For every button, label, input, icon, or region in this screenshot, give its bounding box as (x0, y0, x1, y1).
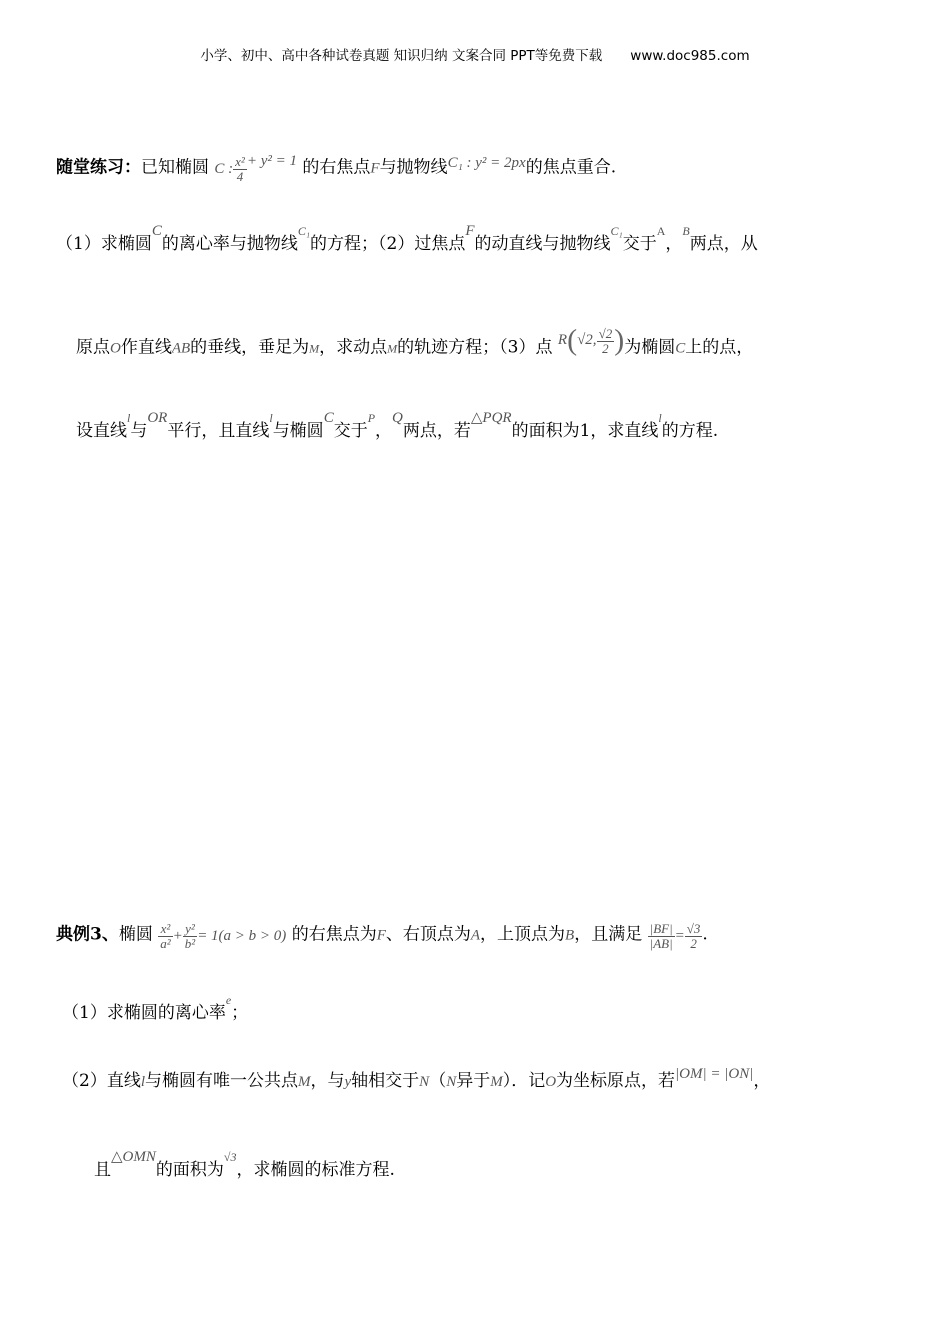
text: ，求动点 (319, 337, 388, 358)
math-l: l (127, 411, 131, 425)
practice-line-2 (56, 223, 758, 254)
text: 交于 (622, 234, 657, 254)
text: 两点，从 (689, 234, 758, 254)
example-line-1 (56, 922, 708, 950)
practice-label: 随堂练习： (56, 157, 141, 178)
math-M: M (490, 1074, 503, 1090)
example-line-2 (62, 993, 249, 1023)
math-A: A (656, 224, 666, 238)
practice-line-3 (76, 324, 754, 364)
text: （ (429, 1071, 447, 1091)
text: ，与 (310, 1071, 345, 1091)
math-OR: OR (147, 410, 168, 426)
text: 与 (130, 421, 148, 441)
text: ， (375, 421, 393, 441)
text: （2）直线 (62, 1071, 141, 1091)
math-y: y (344, 1074, 352, 1090)
text: 的面积为1，求直线 (511, 421, 659, 441)
math-OM-ON: |OM| = |ON| (675, 1066, 754, 1082)
math-e: e (225, 993, 232, 1007)
header-text: 小学、初中、高中各种试卷真题 知识归纳 文案合同 PPT等免费下载 (200, 48, 603, 64)
ellipse-equation: C : $\frac{\text{x²}}{4}$ + y² = 1 (214, 152, 297, 184)
math-C: C (323, 410, 334, 426)
math-F: F (465, 223, 475, 239)
text: ，求椭圆的标准方程. (236, 1160, 395, 1180)
math-N: N (446, 1074, 457, 1090)
math-M: M (387, 341, 398, 356)
math-O: O (545, 1074, 557, 1090)
math-AB: AB (171, 340, 191, 357)
math-C1: C₁ (610, 224, 623, 238)
text: 设直线 (76, 421, 127, 441)
text: 两点，若 (402, 421, 471, 441)
math-M: M (309, 341, 320, 356)
math-P: P (367, 411, 376, 425)
text: 为坐标原点，若 (556, 1071, 676, 1091)
text: 原点 (76, 337, 110, 358)
math-C1: C₁ (297, 224, 311, 238)
text: 、右顶点为 (385, 924, 471, 945)
text: 的面积为 (155, 1160, 224, 1180)
math-PQR: △PQR (470, 410, 512, 426)
text: 椭圆 (118, 924, 153, 945)
text: ， (753, 1071, 771, 1091)
text: ）．记 (502, 1071, 546, 1091)
text: 的右焦点 (302, 157, 371, 178)
point-R: R(√2, $\frac{√2}{2}$ ) (557, 324, 625, 357)
practice-line-1 (56, 152, 617, 184)
example-label: 典例3、 (56, 924, 119, 945)
example-line-4 (94, 1149, 395, 1180)
text: 与椭圆 (272, 421, 324, 441)
text: ，上顶点为 (480, 924, 566, 945)
text: （1）求椭圆 (56, 234, 152, 254)
text: 为椭圆 (624, 337, 676, 358)
text: 的离心率与抛物线 (161, 234, 298, 254)
math-F: F (370, 160, 380, 177)
math-C: C (675, 340, 686, 357)
header-site: www.doc985.com (630, 48, 750, 64)
text: 的右焦点为 (291, 924, 377, 945)
text: 轴相交于 (351, 1071, 420, 1091)
ellipse-equation: $\frac{\text{x²}}{\text{a²}}$ + $\frac{\text{y²}}{\text{b²}}$ = 1(a > b > 0) (160, 921, 287, 951)
text: ， (665, 234, 683, 254)
text: 的焦点重合. (525, 157, 617, 178)
math-N: N (419, 1074, 430, 1090)
text: 已知椭圆 (141, 157, 209, 178)
text: 与椭圆有唯一公共点 (145, 1071, 298, 1091)
text: 的动直线与抛物线 (474, 234, 611, 254)
math-C: C (151, 223, 162, 239)
page-header (0, 44, 950, 64)
math-A: A (470, 927, 481, 944)
math-l: l (658, 411, 662, 425)
text: 的方程；（2）过焦点 (310, 234, 466, 254)
math-sqrt3: √3 (223, 1150, 237, 1164)
math-Q: Q (392, 410, 403, 426)
parabola-equation: C₁ : y² = 2px (447, 154, 526, 171)
text: 的方程. (661, 421, 719, 441)
text: 作直线 (120, 337, 172, 358)
text: 交于 (333, 421, 368, 441)
text: 且 (94, 1160, 111, 1180)
math-l: l (269, 411, 273, 425)
math-M: M (298, 1074, 311, 1090)
math-F: F (376, 927, 386, 944)
ratio-equation: $\frac{|BF|}{|AB|}$ = $\frac{√3}{2}$ (649, 921, 701, 951)
text: 与抛物线 (379, 157, 448, 178)
math-B: B (565, 927, 575, 944)
text: （1）求椭圆的离心率 (62, 1003, 226, 1023)
practice-line-4 (76, 410, 719, 441)
example-line-3 (62, 1066, 771, 1091)
text: 上的点， (685, 337, 754, 358)
text: 的轨迹方程；（3）点 (397, 337, 553, 358)
text: 平行，且直线 (167, 421, 270, 441)
math-B: B (682, 224, 690, 238)
math-O: O (110, 340, 121, 357)
math-OMN: △OMN (111, 1149, 156, 1165)
math-l: l (140, 1074, 145, 1090)
text: ； (231, 1003, 249, 1023)
text: 的垂线，垂足为 (190, 337, 310, 358)
text: ，且满足 (574, 924, 643, 945)
text: . (702, 924, 708, 945)
text: 异于 (456, 1071, 491, 1091)
